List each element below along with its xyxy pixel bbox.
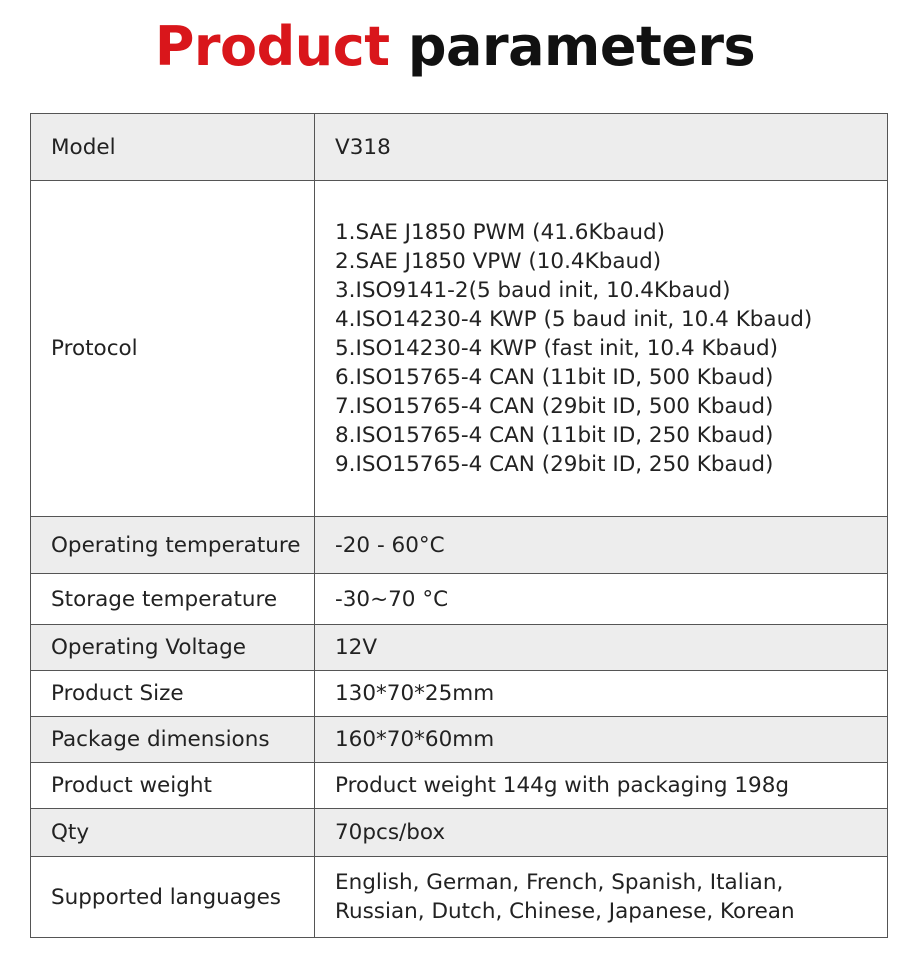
title-accent-word: Product	[154, 15, 390, 78]
row-supported-languages	[31, 857, 888, 938]
row-operating-temperature	[31, 517, 888, 574]
row-label: Storage temperature	[31, 574, 315, 625]
row-protocol	[31, 181, 888, 517]
row-label: Protocol	[31, 181, 315, 517]
row-product-weight	[31, 763, 888, 809]
row-value: V318	[315, 114, 888, 181]
row-label: Product Size	[31, 671, 315, 717]
protocol-item: 3.ISO9141-2(5 baud init, 10.4Kbaud)	[335, 278, 731, 303]
protocol-item: 1.SAE J1850 PWM (41.6Kbaud)	[335, 220, 666, 245]
row-value: -20 - 60°C	[315, 517, 888, 574]
protocol-list	[315, 181, 888, 517]
row-label: Supported languages	[31, 857, 315, 938]
row-label: Operating temperature	[31, 517, 315, 574]
protocol-item: 5.ISO14230-4 KWP (fast init, 10.4 Kbaud)	[335, 336, 779, 361]
title-rest-word: parameters	[407, 15, 756, 78]
row-label: Package dimensions	[31, 717, 315, 763]
protocol-item: 7.ISO15765-4 CAN (29bit ID, 500 Kbaud)	[335, 394, 774, 419]
row-product-size	[31, 671, 888, 717]
languages-line: English, German, French, Spanish, Italian,	[335, 870, 784, 895]
row-label: Operating Voltage	[31, 625, 315, 671]
row-label: Model	[31, 114, 315, 181]
protocol-item: 2.SAE J1850 VPW (10.4Kbaud)	[335, 249, 662, 274]
row-package-dimensions	[31, 717, 888, 763]
protocol-item: 9.ISO15765-4 CAN (29bit ID, 250 Kbaud)	[335, 452, 774, 477]
row-operating-voltage	[31, 625, 888, 671]
row-value: Product weight 144g with packaging 198g	[315, 763, 888, 809]
row-value: 70pcs/box	[315, 809, 888, 857]
row-value: 160*70*60mm	[315, 717, 888, 763]
languages-line: Russian, Dutch, Chinese, Japanese, Korean	[335, 899, 795, 924]
parameters-table	[30, 113, 888, 938]
protocol-item: 4.ISO14230-4 KWP (5 baud init, 10.4 Kbaud)	[335, 307, 813, 332]
row-storage-temperature	[31, 574, 888, 625]
protocol-item: 8.ISO15765-4 CAN (11bit ID, 250 Kbaud)	[335, 423, 774, 448]
page-title	[0, 12, 910, 82]
row-label: Qty	[31, 809, 315, 857]
row-model	[31, 114, 888, 181]
row-value: 130*70*25mm	[315, 671, 888, 717]
row-value: 12V	[315, 625, 888, 671]
row-label: Product weight	[31, 763, 315, 809]
row-value: -30~70 °C	[315, 574, 888, 625]
row-qty	[31, 809, 888, 857]
protocol-item: 6.ISO15765-4 CAN (11bit ID, 500 Kbaud)	[335, 365, 774, 390]
languages-value	[315, 857, 888, 938]
